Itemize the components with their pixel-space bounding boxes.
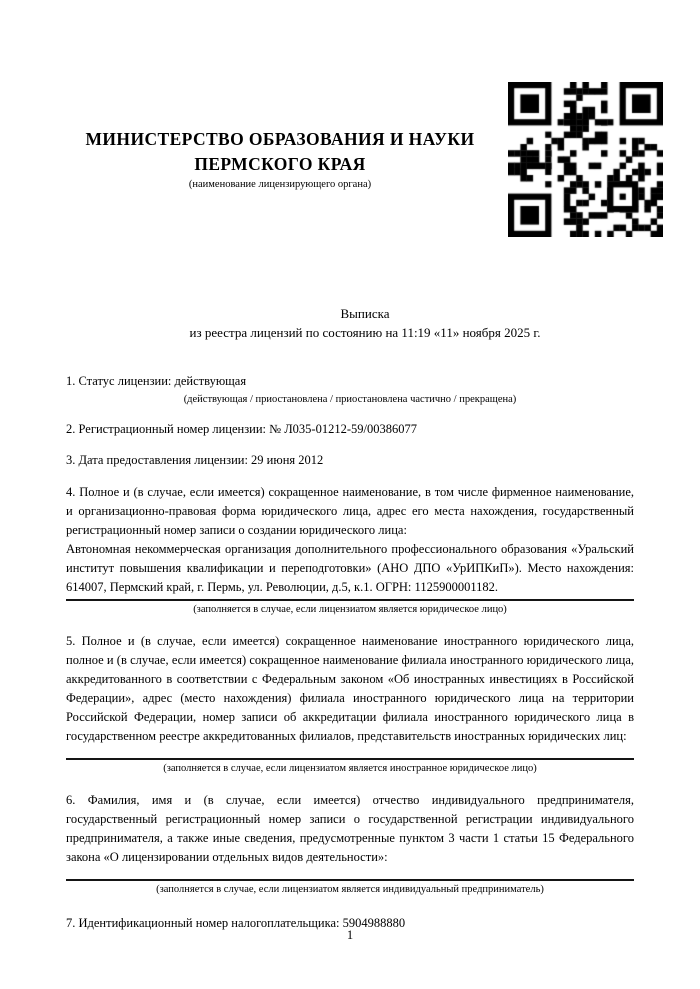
document-title-heading: Выписка xyxy=(340,306,390,321)
ministry-name-line1: МИНИСТЕРСТВО ОБРАЗОВАНИЯ И НАУКИ xyxy=(85,129,475,149)
foreign-entity-caption: (заполняется в случае, если лицензиатом является иностранное юридическое лицо) xyxy=(163,763,537,774)
foreign-entity-underline xyxy=(66,758,634,760)
individual-entrepreneur-underline xyxy=(66,879,634,881)
legal-entity-caption: (заполняется в случае, если лицензиатом является юридическое лицо) xyxy=(193,604,507,615)
field-individual-entrepreneur xyxy=(66,791,634,896)
legal-entity-label: 4. Полное и (в случае, если имеется) сокращенное наименование, в том числе фирменное наименование, и организационно-правовая форма юридического лица, адрес его места нахождения, государственный регистрационный номер записи о создании юридического лица: xyxy=(66,485,634,537)
field-registration-number xyxy=(66,420,634,439)
ministry-caption: (наименование лицензирующего органа) xyxy=(188,179,372,190)
individual-entrepreneur-label: 6. Фамилия, имя и (в случае, если имеется) отчество индивидуального предпринимателя, государственный регистрационный номер записи о государственной регистрации индивидуального предпринимателя, а также иные сведения, предусмотренные пунктом 3 части 1 статьи 15 Федерального закона «О лицензировании отдельных видов деятельности»: xyxy=(66,793,634,864)
license-status-text: 1. Статус лицензии: действующая xyxy=(66,374,247,388)
document-title-subheading: из реестра лицензий по состоянию на 11:19 «11» ноября 2025 г. xyxy=(189,325,541,340)
page-number: 1 xyxy=(346,928,354,942)
registration-number-text: 2. Регистрационный номер лицензии: № Л035-01212-59/00386077 xyxy=(66,422,417,436)
foreign-entity-label: 5. Полное и (в случае, если имеется) сокращенное наименование иностранного юридического лица, полное и (в случае, если имеется) сокращенное наименование филиала иностранного юридического лица, аккредитованного в соответствии с Федеральным законом «Об иностранных инвестициях в Российской Федерации», адрес (место нахождения) филиала иностранного юридического лица на территории Российской Федерации, номер записи об аккредитации филиала иностранного юридического лица в государственном реестре аккредитованных филиалов, представительств иностранных юридических лиц: xyxy=(66,634,634,743)
field-grant-date xyxy=(66,451,634,470)
qr-code xyxy=(508,82,663,237)
licensing-authority-header xyxy=(55,0,505,192)
field-license-status xyxy=(66,372,634,406)
document-title-block xyxy=(66,304,634,342)
ministry-name-line2: ПЕРМСКОГО КРАЯ xyxy=(194,154,366,174)
field-foreign-entity xyxy=(66,632,634,775)
individual-entrepreneur-caption: (заполняется в случае, если лицензиатом является индивидуальный предприниматель) xyxy=(156,884,544,895)
grant-date-text: 3. Дата предоставления лицензии: 29 июня 2012 xyxy=(66,453,324,467)
license-status-options-caption: (действующая / приостановлена / приостановлена частично / прекращена) xyxy=(183,394,517,405)
field-legal-entity xyxy=(66,483,634,616)
legal-entity-value: Автономная некоммерческая организация дополнительного профессионального образования «Уральский институт повышения квалификации и переподготовки» (АНО ДПО «УрИПКиП»). Место нахождения: 614007, Пермский край, г. Пермь, ул. Революции, д.5, к.1. ОГРН: 1125900001182. xyxy=(66,542,634,594)
legal-entity-underline xyxy=(66,599,634,601)
taxpayer-number-text: 7. Идентификационный номер налогоплательщика: 5904988880 xyxy=(66,916,406,930)
document-body xyxy=(66,372,634,933)
